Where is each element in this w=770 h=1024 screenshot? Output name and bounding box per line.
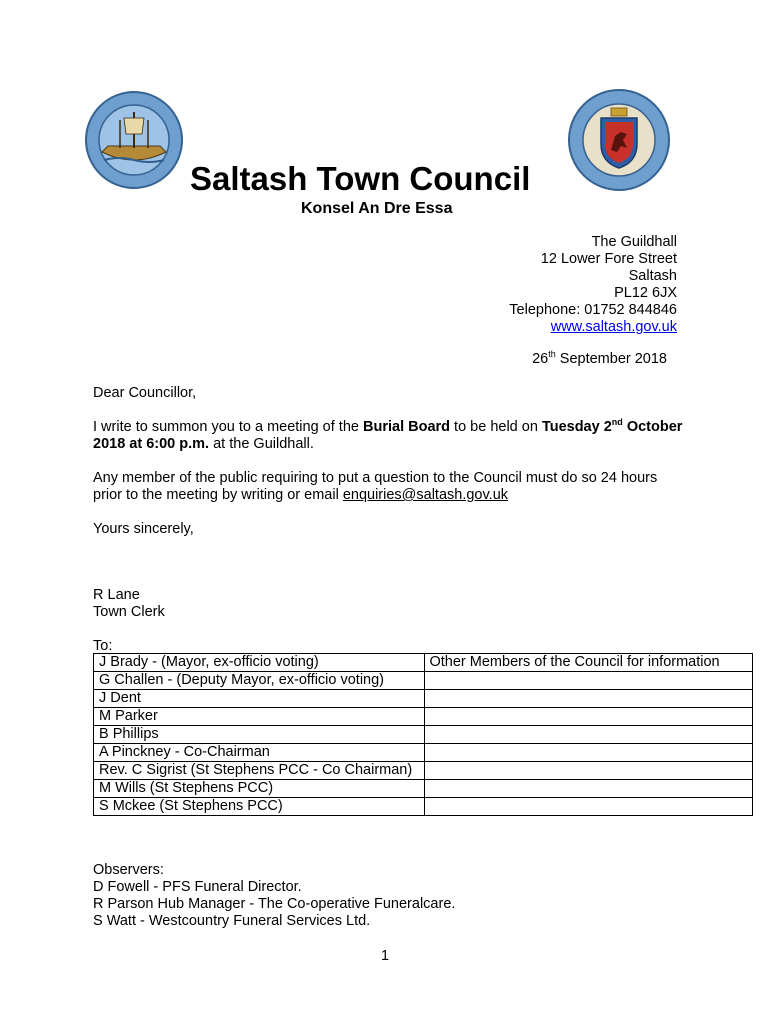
meeting-day-suffix: nd <box>611 417 623 428</box>
table-row <box>94 726 753 744</box>
website-link[interactable]: www.saltash.gov.uk <box>550 319 677 335</box>
table-row <box>94 690 753 708</box>
address-line: The Guildhall <box>591 234 677 250</box>
page-number: 1 <box>380 948 390 964</box>
signature-block <box>93 587 683 621</box>
empty-cell <box>424 780 753 798</box>
enquiries-email-link[interactable]: enquiries@saltash.gov.uk <box>342 487 509 503</box>
empty-cell <box>424 690 753 708</box>
empty-cell <box>424 708 753 726</box>
member-cell: A Pinckney - Co-Chairman <box>94 744 425 762</box>
member-cell: J Brady - (Mayor, ex-officio voting) <box>94 654 425 672</box>
closing: Yours sincerely, <box>93 521 194 537</box>
meeting-day: Tuesday 2 <box>541 419 612 435</box>
date-suffix: th <box>548 349 556 360</box>
meeting-date: October 2018 at 6:00 p.m. <box>93 419 683 452</box>
to-label: To: <box>93 638 113 654</box>
table-row <box>94 762 753 780</box>
address-line: Saltash <box>628 268 677 284</box>
letter-date <box>532 351 667 368</box>
member-cell: B Phillips <box>94 726 425 744</box>
telephone-line: Telephone: 01752 844846 <box>509 302 677 318</box>
empty-cell <box>424 672 753 690</box>
date-rest: September 2018 <box>555 351 667 367</box>
table-row <box>94 708 753 726</box>
council-address <box>509 234 677 336</box>
others-cell: Other Members of the Council for information <box>424 654 753 672</box>
board-name: Burial Board <box>363 419 451 435</box>
summons-text: I write to summon you to a meeting of the <box>93 419 363 435</box>
summons-text: at the Guildhall. <box>209 436 314 452</box>
member-cell: M Wills (St Stephens PCC) <box>94 780 425 798</box>
salutation: Dear Councillor, <box>93 385 197 401</box>
member-cell: G Challen - (Deputy Mayor, ex-officio voting) <box>94 672 425 690</box>
member-cell: Rev. C Sigrist (St Stephens PCC - Co Chairman) <box>94 762 425 780</box>
member-cell: M Parker <box>94 708 425 726</box>
public-question-paragraph <box>93 470 683 504</box>
member-cell: J Dent <box>94 690 425 708</box>
saltash-shield-seal-logo <box>567 88 671 192</box>
table-row <box>94 780 753 798</box>
table-row <box>94 672 753 690</box>
table-row <box>94 744 753 762</box>
member-cell: S Mckee (St Stephens PCC) <box>94 798 425 816</box>
public-question-text: Any member of the public requiring to put a question to the Council must do so 24 hours prior to the meeting by writing or email <box>93 470 658 503</box>
council-title: Saltash Town Council <box>190 160 531 197</box>
empty-cell <box>424 726 753 744</box>
summons-text: to be held on <box>450 419 542 435</box>
table-row <box>94 654 753 672</box>
observer-item: R Parson Hub Manager - The Co-operative Funeralcare. <box>93 896 456 912</box>
signer-name: R Lane <box>93 587 140 603</box>
observer-item: S Watt - Westcountry Funeral Services Ltd. <box>93 913 371 929</box>
empty-cell <box>424 762 753 780</box>
table-row <box>94 798 753 816</box>
recipients-table <box>93 653 753 816</box>
signer-title: Town Clerk <box>93 604 165 620</box>
observers-block <box>93 862 683 930</box>
address-line: 12 Lower Fore Street <box>540 251 677 267</box>
council-subtitle: Konsel An Dre Essa <box>301 200 453 217</box>
empty-cell <box>424 798 753 816</box>
summons-paragraph <box>93 419 693 453</box>
address-line: PL12 6JX <box>614 285 677 301</box>
saltash-ship-seal-logo <box>84 90 184 190</box>
date-day: 26 <box>532 351 549 367</box>
empty-cell <box>424 744 753 762</box>
observers-label: Observers: <box>93 862 164 878</box>
observer-item: D Fowell - PFS Funeral Director. <box>93 879 302 895</box>
